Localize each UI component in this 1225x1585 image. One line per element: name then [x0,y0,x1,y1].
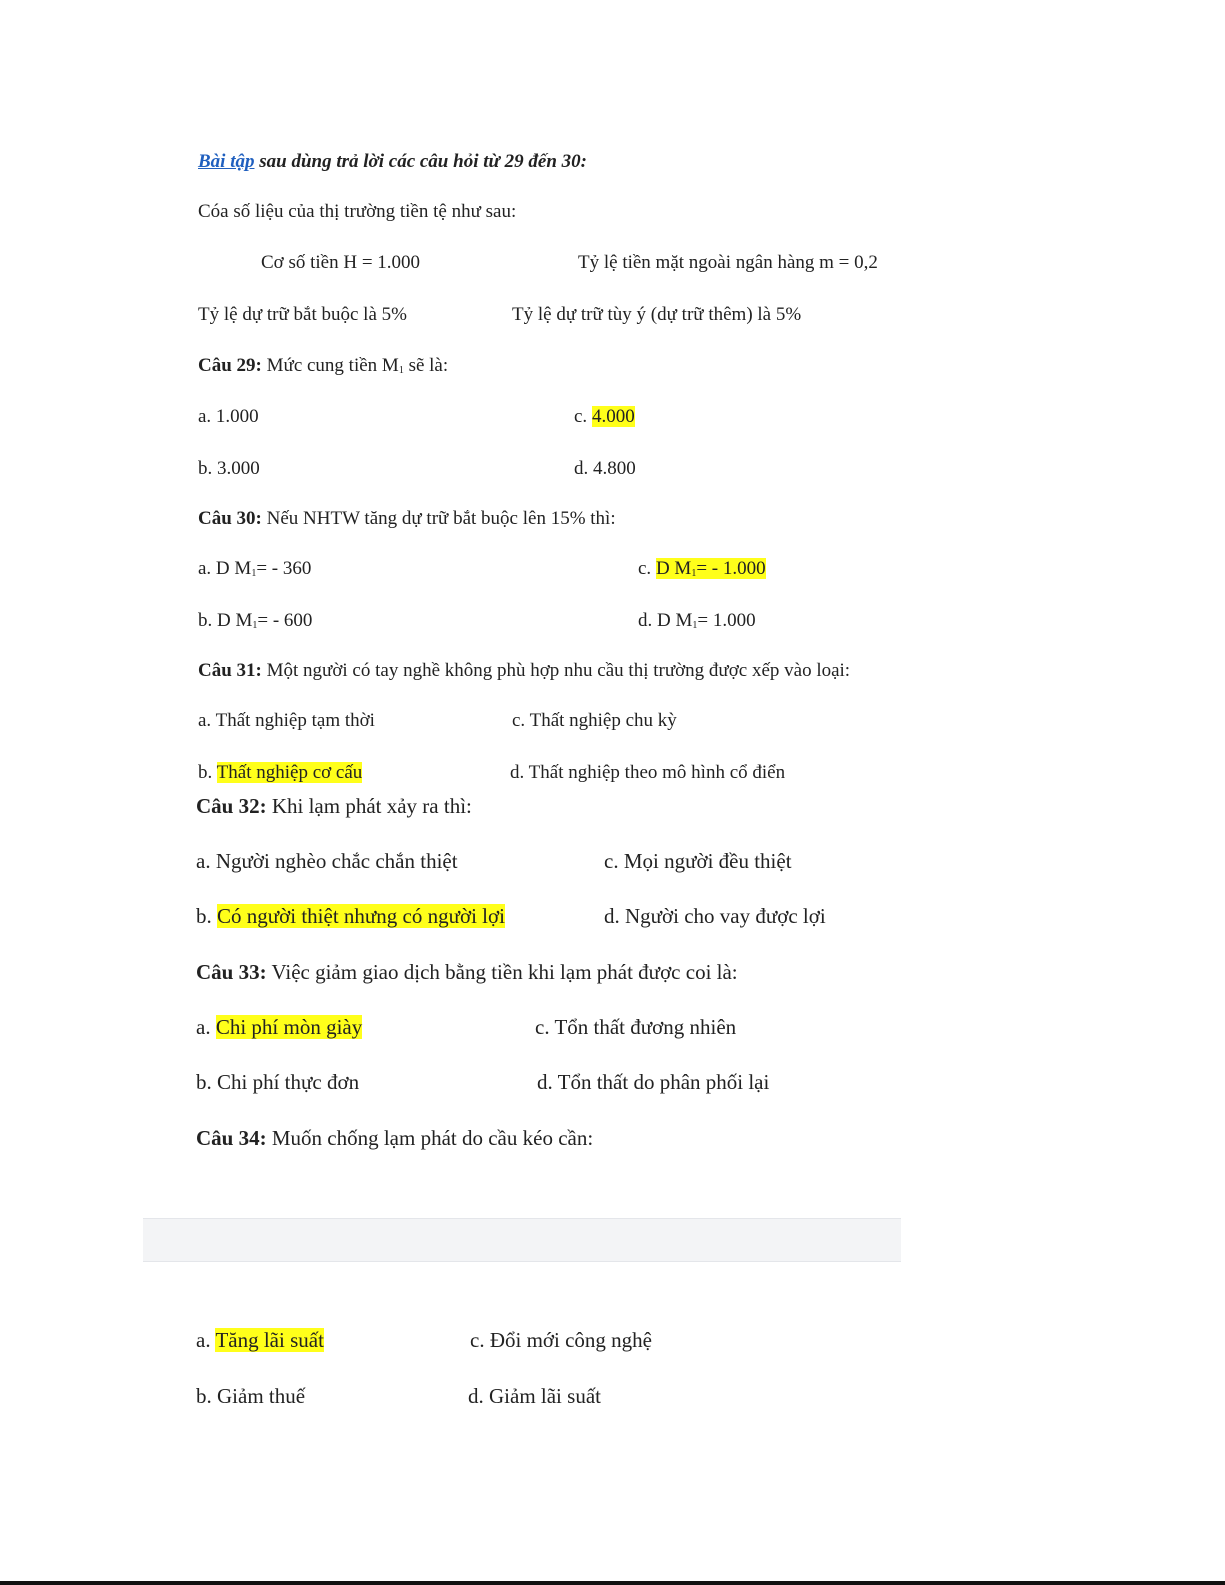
cash-ratio: Tỷ lệ tiền mặt ngoài ngân hàng m = 0,2 [578,252,878,273]
q30-option-a-text: a. D M [198,558,252,579]
question-34-label: Câu 34: [196,1126,267,1150]
question-31-label: Câu 31: [198,660,262,681]
q30-option-d-subscript: 1 [692,620,698,631]
question-32-text: Khi lạm phát xảy ra thì: [266,794,472,818]
q33-option-b: b. Chi phí thực đơn [196,1070,360,1094]
q33-option-a-answer: Chi phí mòn giày [215,1015,363,1039]
q34-option-a [196,1328,324,1352]
exercise-heading [198,150,587,174]
q29-option-c-answer: 4.000 [591,406,635,427]
q34-option-a-answer: Tăng lãi suất [215,1328,324,1352]
q30-option-c-answer [656,558,766,579]
q31-option-d: d. Thất nghiệp theo mô hình cổ điển [510,762,786,783]
question-30-text: Nếu NHTW tăng dự trữ bắt buộc lên 15% thì: [261,508,616,529]
question-31 [198,659,850,683]
q30-option-d-value: = 1.000 [697,610,756,631]
q34-option-d: d. Giảm lãi suất [468,1384,601,1408]
question-33-label: Câu 33: [196,960,267,984]
data-intro-text: Cóa số liệu của thị trường tiền tệ như sau: [198,201,517,222]
required-reserve-ratio: Tỷ lệ dự trữ bắt buộc là 5% [198,304,407,325]
page-bottom-border [0,1581,1225,1585]
q33-option-d: d. Tổn thất do phân phối lại [537,1070,770,1094]
question-34 [196,1126,593,1150]
q30-option-a-value: = - 360 [256,558,312,579]
q33-option-a-prefix: a. [196,1015,216,1039]
excess-reserve-ratio: Tỷ lệ dự trữ tùy ý (dự trữ thêm) là 5% [512,304,802,325]
q31-option-b-answer: Thất nghiệp cơ cấu [216,762,363,783]
q32-option-c: c. Mọi người đều thiệt [604,849,792,873]
q30-option-b-value: = - 600 [257,610,313,631]
q31-option-c: c. Thất nghiệp chu kỳ [512,710,677,731]
q30-option-b-text: b. D M [198,610,253,631]
q31-option-a: a. Thất nghiệp tạm thời [198,710,375,731]
q29-option-d: d. 4.800 [574,458,636,479]
q30-option-d [638,609,756,638]
exercise-link[interactable]: Bài tập [198,151,255,172]
q29-option-c-prefix: c. [574,406,592,427]
q29-option-c [574,405,635,429]
question-30 [198,507,616,531]
q30-option-b-subscript: 1 [252,620,258,631]
q32-option-d: d. Người cho vay được lợi [604,904,826,928]
q30-option-c-value: = - 1.000 [696,558,766,579]
q30-option-a [198,557,311,586]
question-31-text: Một người có tay nghề không phù hợp nhu cầu thị trường được xếp vào loại: [261,660,851,681]
q32-option-b [196,904,505,928]
question-29-label: Câu 29: [198,355,262,376]
q32-option-b-answer: Có người thiệt nhưng có người lợi [217,904,505,928]
q29-option-a: a. 1.000 [198,406,259,427]
q29-option-b: b. 3.000 [198,458,260,479]
q33-option-c: c. Tổn thất đương nhiên [535,1015,737,1039]
question-29 [198,354,448,383]
question-30-label: Câu 30: [198,508,262,529]
ad-placeholder-band [143,1218,901,1262]
question-29-subscript: 1 [398,365,404,376]
question-32-label: Câu 32: [196,794,267,818]
question-29-text: Mức cung tiền M [261,355,399,376]
question-33-text: Việc giảm giao dịch bằng tiền khi lạm phát được coi là: [266,960,738,984]
q31-option-b [198,761,362,785]
q34-option-b: b. Giảm thuế [196,1384,306,1408]
q31-option-b-prefix: b. [198,762,217,783]
question-33 [196,960,738,984]
q34-option-a-prefix: a. [196,1328,216,1352]
q30-option-c [638,557,766,586]
monetary-base: Cơ số tiền H = 1.000 [261,252,421,273]
question-34-text: Muốn chống lạm phát do cầu kéo cần: [266,1126,594,1150]
question-32 [196,794,472,818]
q34-option-c: c. Đổi mới công nghệ [470,1328,652,1352]
q30-option-a-subscript: 1 [251,568,257,579]
q33-option-a [196,1015,362,1039]
exercise-heading-text: sau dùng trả lời các câu hỏi từ 29 đến 30: [254,151,587,172]
q32-option-a: a. Người nghèo chắc chắn thiệt [196,849,458,873]
q30-option-c-subscript: 1 [691,568,697,579]
q30-option-b [198,609,312,638]
q32-option-b-prefix: b. [196,904,217,928]
q30-option-d-text: d. D M [638,610,693,631]
question-29-text-end: sẽ là: [403,355,449,376]
q30-option-c-prefix: c. [638,558,656,579]
q30-option-c-text: D M [655,558,692,579]
